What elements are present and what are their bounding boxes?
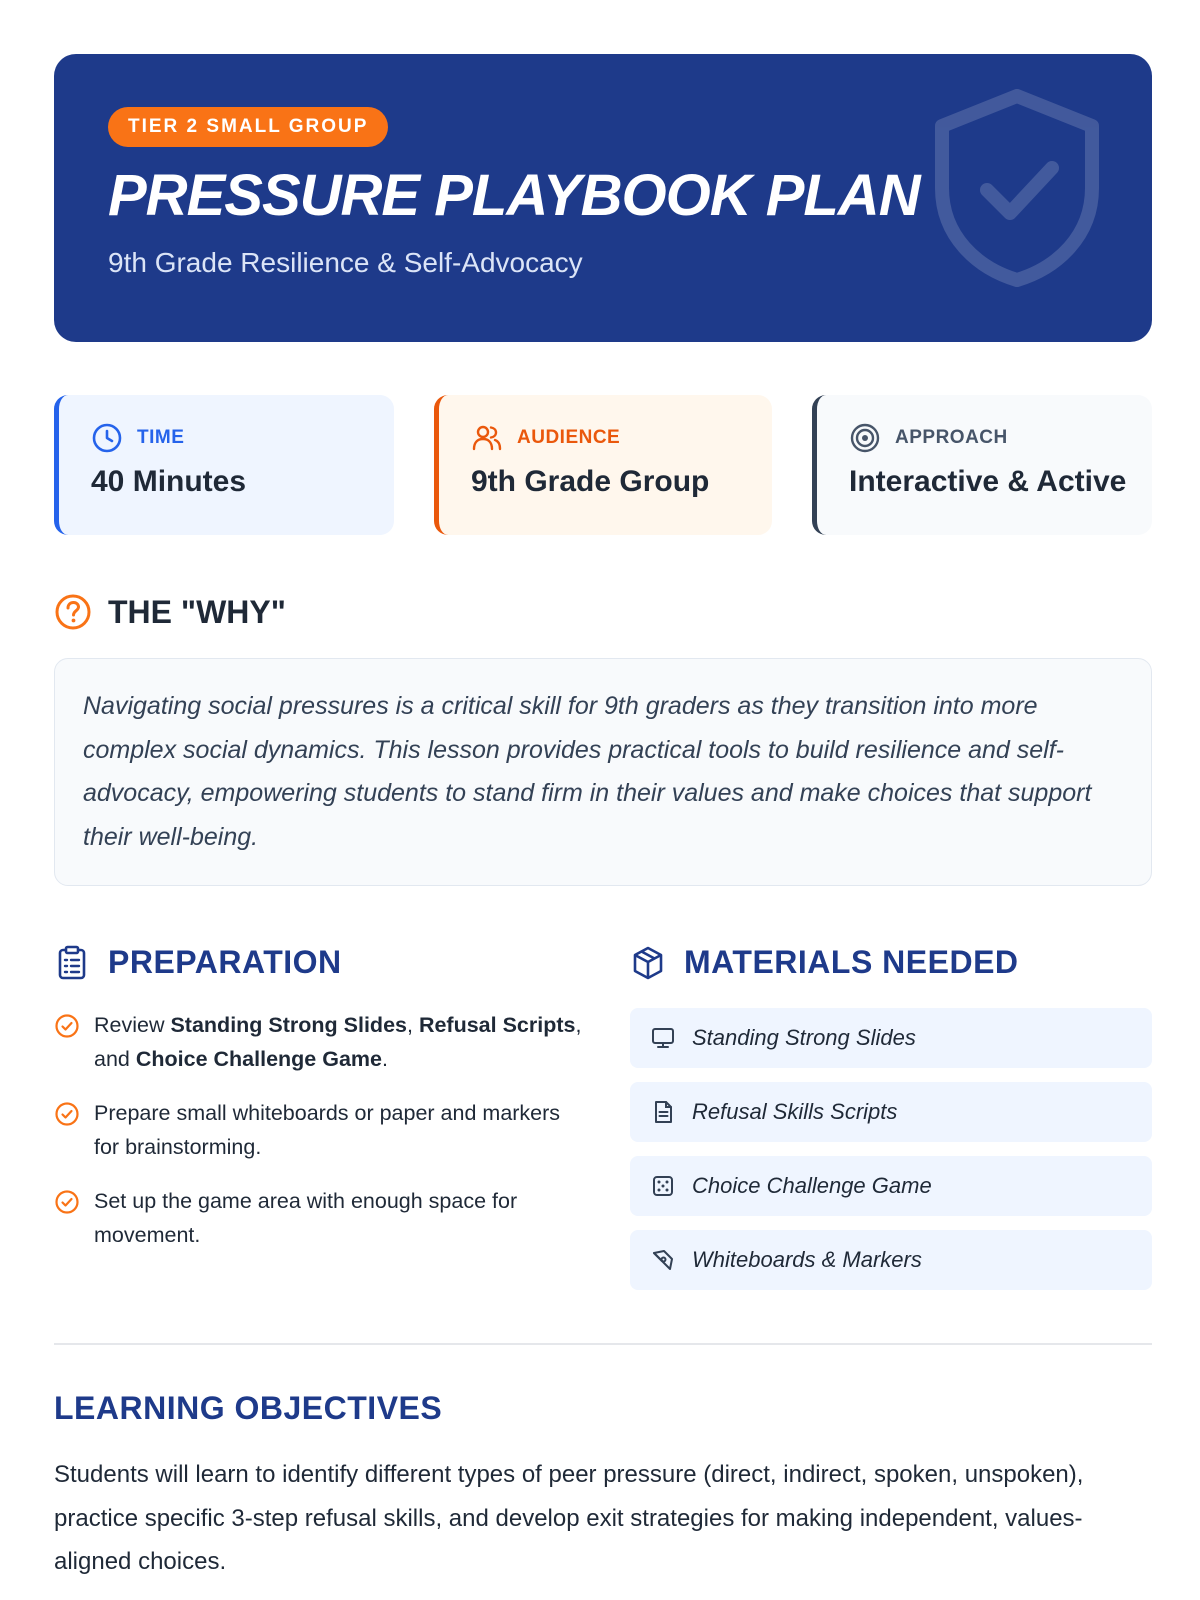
why-title: THE "WHY" [108,593,286,630]
material-label: Standing Strong Slides [692,1025,916,1050]
materials-title: MATERIALS NEEDED [684,944,1019,980]
list-item [630,1008,1152,1068]
clock-icon [91,422,123,454]
preparation-item-text: Prepare small whiteboards or paper and markers for brainstorming. [94,1101,561,1159]
preparation-heading [54,944,342,981]
stat-card-time [54,395,394,535]
check-circle-icon [54,1013,80,1039]
monitor-icon [650,1025,676,1051]
preparation-item-text: Set up the game area with enough space for movement. [94,1189,518,1247]
clipboard-icon [54,945,90,981]
why-callout [54,658,1152,886]
users-icon [471,422,503,454]
stat-label: AUDIENCE [517,427,621,448]
stat-value: 40 Minutes [91,465,247,498]
dice-icon [650,1173,676,1199]
materials-heading [630,944,1019,981]
why-heading [54,593,286,631]
list-item [54,1096,584,1164]
material-label: Refusal Skills Scripts [692,1099,898,1124]
page-subtitle: 9th Grade Resilience & Self-Advocacy [108,247,583,278]
list-item [54,1008,584,1076]
stat-card-approach [812,395,1152,535]
preparation-list [54,1008,584,1272]
page-title: PRESSURE PLAYBOOK PLAN [108,163,920,228]
objectives-text: Students will learn to identify different types of peer pressure (direct, indirect, spoken, unspoken), practice specific 3-step refusal skills, and develop exit strategies for making independent, values-aligned choices. [54,1461,1084,1575]
tier-badge: TIER 2 SMALL GROUP [108,107,388,147]
question-circle-icon [54,593,92,631]
objectives-title: LEARNING OBJECTIVES [54,1390,443,1426]
check-circle-icon [54,1189,80,1215]
target-icon [849,422,881,454]
material-label: Choice Challenge Game [692,1173,932,1198]
stat-value: 9th Grade Group [471,465,710,498]
stat-label: APPROACH [895,427,1008,448]
pen-icon [650,1247,676,1273]
why-text: Navigating social pressures is a critical skill for 9th graders as they transition into more complex social dynamics. This lesson provides practical tools to build resilience and self-advocacy, empowering students to stand firm in their values and make choices that support their well-being. [83,692,1092,851]
list-item [630,1230,1152,1290]
list-item [54,1184,584,1252]
stat-card-audience [434,395,772,535]
section-divider [54,1343,1152,1345]
document-icon [650,1099,676,1125]
stat-value: Interactive & Active [849,465,1127,498]
shield-check-icon [932,88,1102,288]
list-item [630,1156,1152,1216]
stat-label: TIME [137,427,185,448]
preparation-item-text: Review Standing Strong Slides, Refusal Scripts, and Choice Challenge Game. [94,1013,582,1071]
check-circle-icon [54,1101,80,1127]
material-label: Whiteboards & Markers [692,1247,922,1272]
list-item [630,1082,1152,1142]
preparation-title: PREPARATION [108,944,342,980]
materials-list [630,1008,1152,1304]
box-icon [630,945,666,981]
header-banner [54,54,1152,342]
